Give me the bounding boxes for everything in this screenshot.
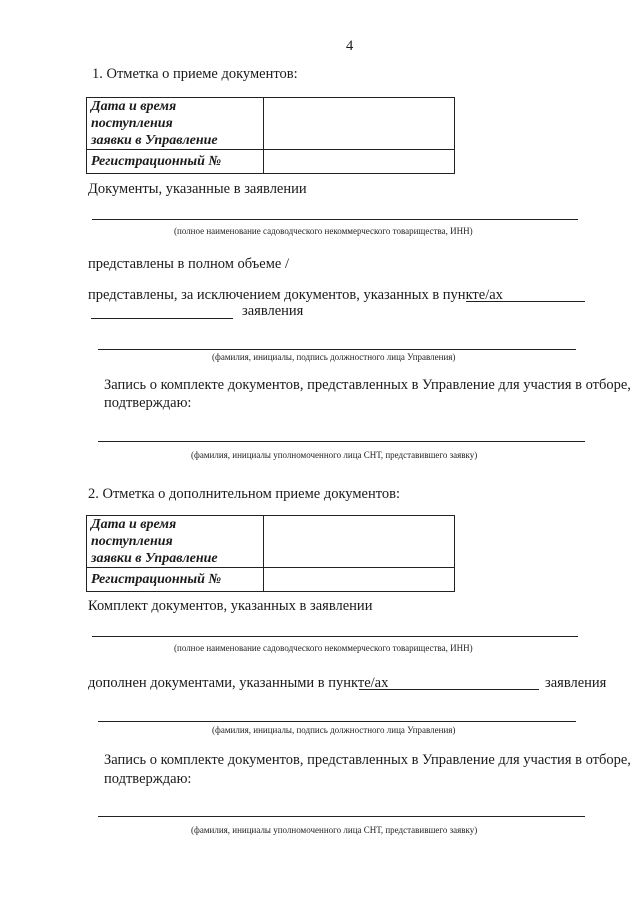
org-name-caption: (полное наименование садоводческого некоммерческого товарищества, ИНН)	[174, 643, 473, 653]
page-number: 4	[346, 38, 354, 54]
confirm-text-l1: Запись о комплекте документов, представленных в Управление для участия в отборе,	[104, 377, 631, 393]
section1-registration-table	[86, 97, 455, 174]
section2-docs-text: Комплект документов, указанных в заявлении	[88, 598, 373, 614]
date-time-value[interactable]	[264, 98, 455, 150]
section2-heading: 2. Отметка о дополнительном приеме документов:	[88, 486, 400, 502]
registration-number-label: Регистрационный №	[87, 568, 264, 592]
date-time-label: Дата и время поступления заявки в Управление	[87, 98, 264, 150]
section1-heading: 1. Отметка о приеме документов:	[92, 66, 298, 82]
application-word: заявления	[242, 303, 304, 319]
registration-number-value[interactable]	[264, 568, 455, 592]
authorized-person-line[interactable]	[98, 816, 585, 817]
date-time-value[interactable]	[264, 516, 455, 568]
authorized-caption: (фамилия, инициалы уполномоченного лица СНТ, представившего заявку)	[191, 450, 478, 460]
confirm-text-l1: Запись о комплекте документов, представленных в Управление для участия в отборе,	[104, 752, 631, 768]
registration-number-label: Регистрационный №	[87, 150, 264, 174]
confirm-text-l2: подтверждаю:	[104, 771, 192, 787]
authorized-person-line[interactable]	[98, 441, 585, 442]
registration-number-value[interactable]	[264, 150, 455, 174]
items-line[interactable]	[466, 301, 585, 302]
full-volume-text: представлены в полном объеме /	[88, 256, 289, 272]
section2-registration-table	[86, 515, 455, 592]
official-signature-line[interactable]	[98, 721, 576, 722]
authorized-caption: (фамилия, инициалы уполномоченного лица СНТ, представившего заявку)	[191, 825, 478, 835]
date-time-label: Дата и время поступления заявки в Управление	[87, 516, 264, 568]
confirm-text-l2: подтверждаю:	[104, 395, 192, 411]
official-caption: (фамилия, инициалы, подпись должностного лица Управления)	[212, 725, 456, 735]
section1-docs-text: Документы, указанные в заявлении	[88, 181, 307, 197]
official-caption: (фамилия, инициалы, подпись должностного лица Управления)	[212, 352, 456, 362]
org-name-line[interactable]	[92, 219, 578, 220]
except-text: представлены, за исключением документов, указанных в пункте/ах	[88, 287, 503, 303]
org-name-caption: (полное наименование садоводческого некоммерческого товарищества, ИНН)	[174, 226, 473, 236]
org-name-line[interactable]	[92, 636, 578, 637]
items-line-cont[interactable]	[91, 318, 233, 319]
items-line[interactable]	[359, 689, 539, 690]
application-word: заявления	[545, 675, 607, 691]
supplemented-text: дополнен документами, указанными в пункте/ах	[88, 675, 389, 691]
official-signature-line[interactable]	[98, 349, 576, 350]
